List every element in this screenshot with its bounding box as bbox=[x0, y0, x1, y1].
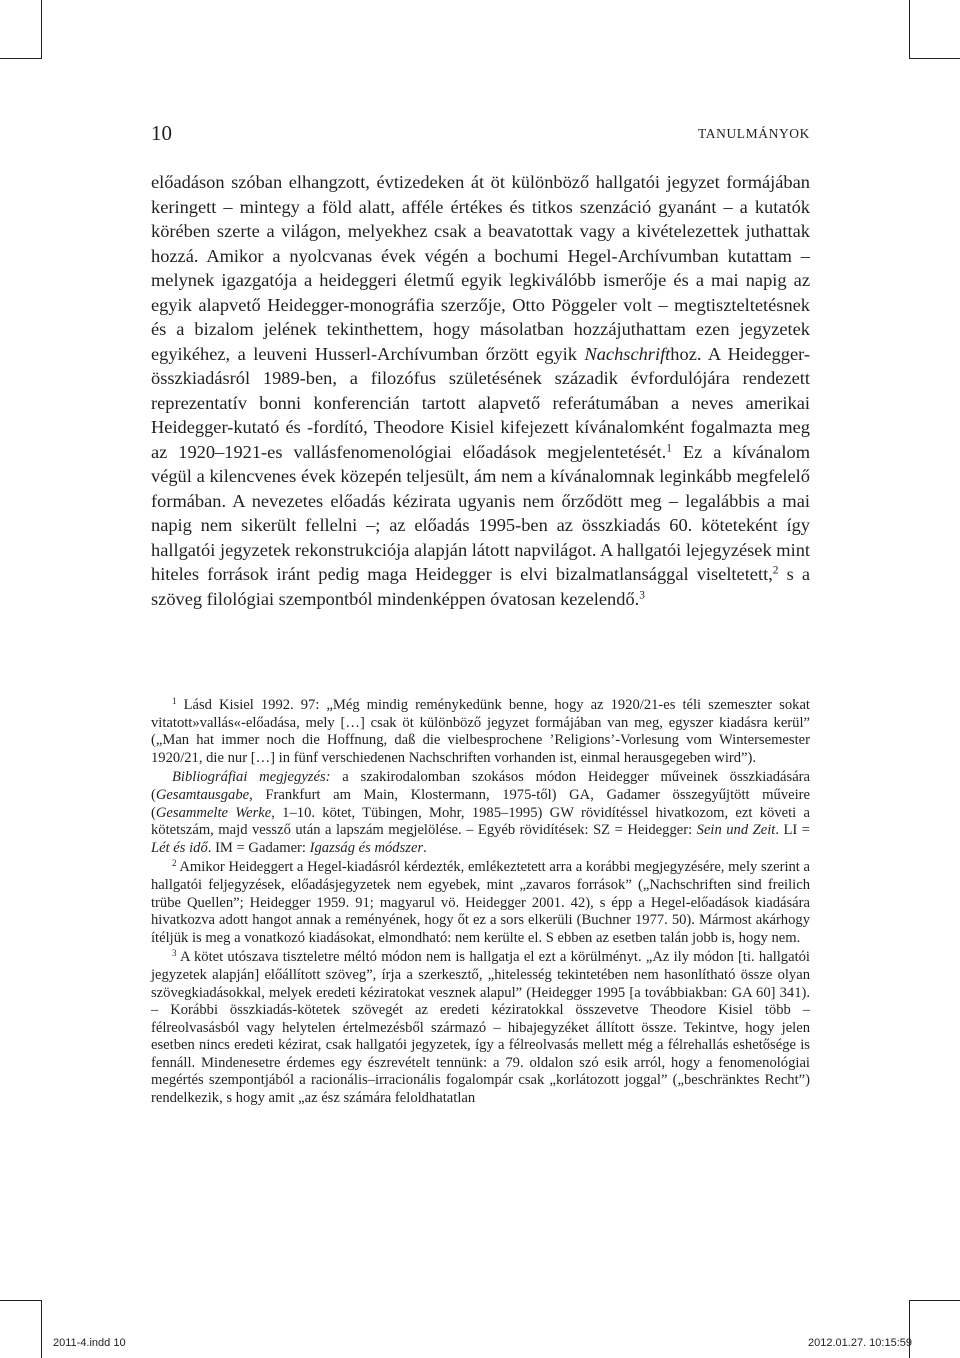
footnote-text: , 1–10. kötet, Tübingen, Mohr, 1985–1995) GW rövidítéssel hivatkozom, ezt követi a kötetszám, majd vessző után a lapszám megjelölése. – Egyéb rövidítések: SZ = Heidegger: bbox=[151, 804, 810, 839]
footnote-text: Amikor Heideggert a Hegel-kiadásról kérdezték, emlékeztetett arra a korábbi megjegyzésére, mely szerint a hallgatói feljegyzések, előadásjegyzetek nem egyebek, mint „zavaros források” („Nachschriften sind freilich trübe Quellen”; Heidegger 1959. 91; magyarul vö. Heidegger 2001. 42), s épp a Hegel-előadások kiadására hivatkozva adott hangot annak a reményének, hogy őt ez a sors elkerüli (Buchner 1977. 50). Mármost akárhogy ítéljük is meg a vonatkozó kiadásokat, elmondható: nem kerülte el. S ebben az esetben talán jobb is, hogy nem. bbox=[151, 859, 810, 946]
body-text: Ez a kívánalom végül a kilencvenes évek közepén teljesült, ám nem a kívánalomnak leginkább megfelelő formában. A nevezetes előadás kézirata ugyanis nem őrződött meg – legalábbis a mai napig nem sikerült fellelni –; az előadás 1995-ben az összkiadás 60. köteteként így hallgatói jegyzetek rekonstrukciója alapján látott napvilágot. A hallgatói lejegyzések mint hiteles források iránt pedig maga Heidegger is elvi bizalmatlansággal viseltetett, bbox=[151, 441, 811, 584]
footnote-text: A kötet utószava tiszteletre méltó módon nem is hallgatja el ezt a körülményt. „Az ily módon [ti. hallgatói jegyzetek alapján] előállított szöveg”, írja a szerkesztő, „hitelesség tekintetében nem hasonlítható össze olyan szövegkiadásokkal, melyek eredeti kéziratokat vesznek alapul” (Heidegger 1995 [a továbbiakban: GA 60] 341). – Korábbi összkiadás-kötetek szövegét az eredeti kéziratokkal összevetve Theodore Kisiel több – félreolvasásból vagy helytelen értelmezésből származó – hibajegyzéket állított össze. Tekintve, hogy jelen esetben nincs eredeti kézirat, csak hallgatói jegyzetek, így a félreolvasás mellett még a félrehallás eshetősége is fennáll. Mindenesetre érdemes egy észrevételt tennünk: a 79. oldalon szó esik arról, hogy a fenomenológiai megértés szempontjából a racionális–irracionális fogalompár csak „korlátozott joggal” („beschränktes Recht”) rendelkezik, s hogy amit „az ész számára feloldhatatlan bbox=[151, 949, 810, 1107]
footnote-number: 1 bbox=[172, 696, 177, 707]
footnote-ref[interactable]: 3 bbox=[639, 589, 645, 602]
footnote-text: . LI = bbox=[775, 822, 810, 839]
crop-mark bbox=[0, 58, 42, 59]
page-number: 10 bbox=[151, 121, 172, 145]
crop-mark bbox=[909, 1300, 960, 1301]
footnote-text: . bbox=[423, 839, 427, 856]
footnotes bbox=[151, 697, 810, 1110]
footnote-2 bbox=[151, 859, 810, 947]
footnote-text: , Frankfurt am Main, Klostermann, 1975-től) GA, Gadamer összegyűjtött műveire ( bbox=[151, 786, 810, 821]
section-label: TANULMÁNYOK bbox=[697, 126, 810, 141]
footnote-text-italic: Lét és idő bbox=[151, 839, 208, 856]
body-text: hoz. A Heidegger-összkiadásról 1989-ben, a filozófus születésének századik évfordulójára rendezett reprezentatív bonni konferencián tartott alapvető referátumában a neves amerikai Heidegger-kutató és -fordító, Theodore Kisiel kifejezett kívánalomként fogalmazta meg az 1920–1921-es vallásfenomenológiai előadások megjelentetését. bbox=[151, 343, 810, 462]
footnote-number: 2 bbox=[172, 858, 177, 869]
crop-mark bbox=[0, 1300, 42, 1301]
crop-mark bbox=[41, 1300, 42, 1358]
body-text: előadáson szóban elhangzott, évtizedeken át öt különböző hallgatói jegyzet formájában keringett – mintegy a föld alatt, afféle értékes és titkos szenzáció gyanánt – a kutatók körében szerte a világon, melyekhez csak a beavatottak vagy a kivételezettek juthattak hozzá. Amikor a nyolcvanas évek végén a bochumi Hegel-Archívumban kutattam – melynek igazgatója a heideggeri életmű egyik legkiválóbb ismerője és a mai napig az egyik alapvető Heidegger-monográfia szerzője, Otto Pöggeler volt – megtiszteltetésnek és a bizalom jelének tekinthettem, hogy másolatban hozzájuthattam ezen jegyzetek egyikéhez, a leuveni Husserl-Archívumban őrzött egyik bbox=[151, 172, 810, 364]
footnote-text: a szakirodalomban szokásos módon Heidegger műveinek összkiadására ( bbox=[151, 769, 811, 803]
footnote-ref[interactable]: 2 bbox=[772, 564, 779, 577]
crop-mark bbox=[909, 58, 960, 59]
bibliographic-note-label: Bibliográfiai megjegyzés: bbox=[172, 769, 331, 786]
footnote-text-italic: Sein und Zeit bbox=[696, 822, 776, 839]
footnote-1 bbox=[151, 697, 810, 767]
footnote-text: . IM = Gadamer: bbox=[207, 839, 310, 856]
footnote-ref[interactable]: 1 bbox=[666, 442, 672, 455]
body-text: s a szöveg filológiai szempontból mindenképpen óvatosan kezelendő. bbox=[151, 564, 811, 609]
footnote-text-italic: Igazság és módszer bbox=[309, 839, 424, 856]
crop-mark bbox=[41, 0, 42, 58]
crop-mark bbox=[909, 0, 910, 58]
footnote-3 bbox=[151, 949, 810, 1107]
footnote-text: Lásd Kisiel 1992. 97: „Még mindig reménykedünk benne, hogy az 1920/21-es téli szemeszter sokat vitatott»vallás«-előadása, mely […] csak öt különböző jegyzet formájában van meg, egyszer kiadásra kerül” („Man hat immer noch die Hoffnung, daß die vielbesprochene ’Religions’-Vorlesung vom Wintersemester 1920/21, die nur […] in fünf verschiedenen Nachschriften vorhanden ist, einmal herausgegeben wird”). bbox=[151, 697, 810, 766]
footnote-text-italic: Gesamtausgabe bbox=[155, 786, 250, 803]
body-paragraph bbox=[151, 170, 810, 611]
footnote-number: 3 bbox=[172, 948, 177, 959]
bibliographic-note bbox=[151, 769, 810, 857]
main-text bbox=[151, 170, 810, 611]
slug-date-label: 2012.01.27. 10:15:59 bbox=[808, 1337, 912, 1349]
body-text-italic: Nachschrift bbox=[584, 343, 671, 364]
footnote-text-italic: Gesammelte Werke bbox=[155, 804, 272, 821]
slug-file-label: 2011-4.indd 10 bbox=[53, 1337, 126, 1349]
